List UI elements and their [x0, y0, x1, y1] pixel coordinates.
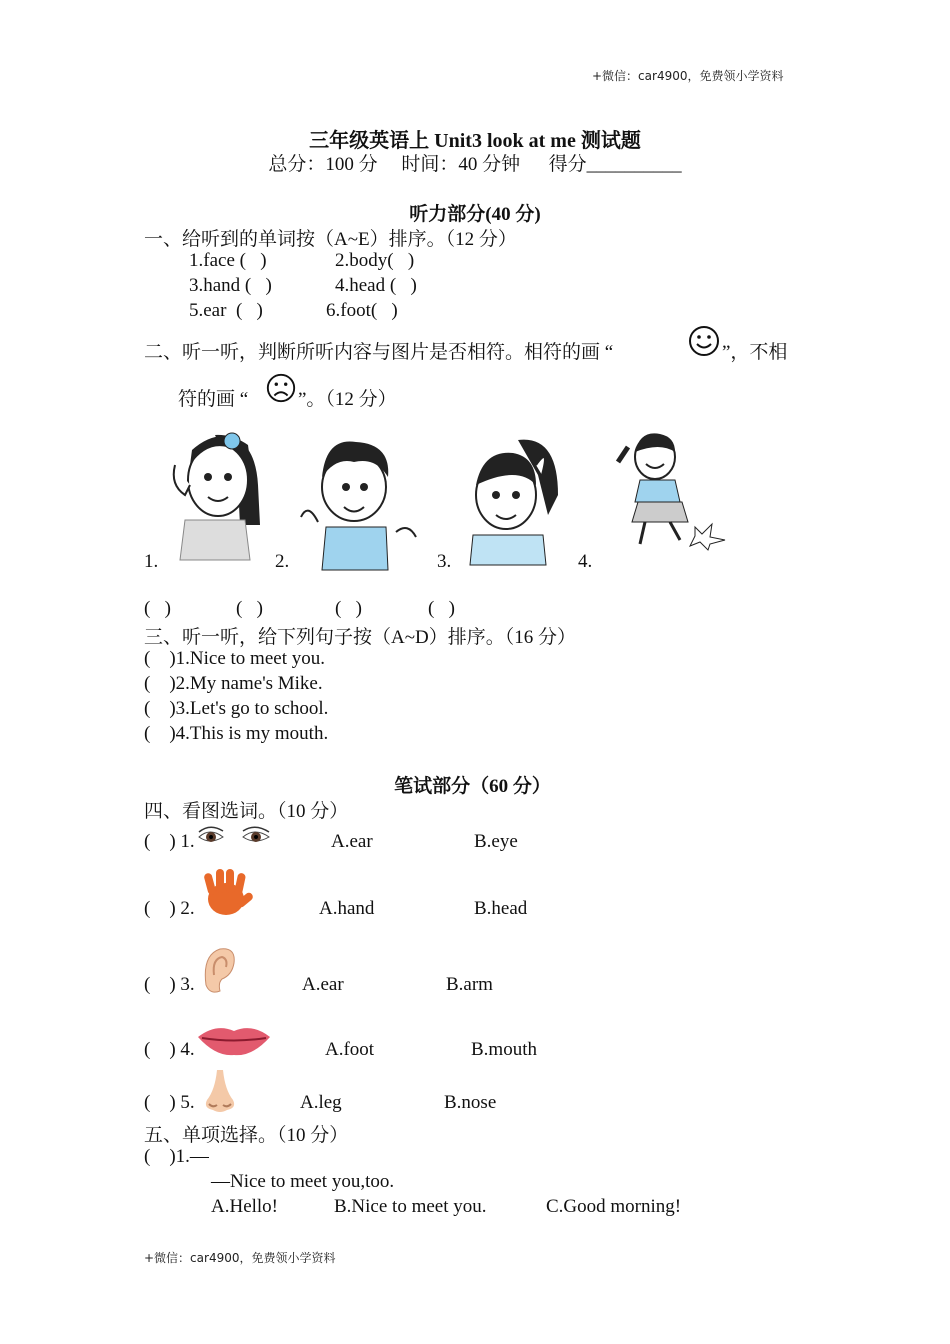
- header-note: +微信：car4900，免费领小学资料: [592, 69, 784, 83]
- part4-q1-option-b: B.eye: [474, 831, 518, 852]
- part1-instruction: 一、给听到的单词按（A~E）排序。（12 分）: [144, 229, 517, 250]
- part2-instruction-text-b: ”，不相: [722, 342, 788, 363]
- part4-q2-option-a: A.hand: [319, 898, 375, 919]
- nose-icon: [199, 1068, 241, 1114]
- picture-answer-blank-4[interactable]: ( ): [428, 598, 455, 619]
- part4-q4-option-a: A.foot: [325, 1039, 375, 1060]
- part4-instruction: 四、看图选词。（10 分）: [144, 801, 349, 822]
- part1-item-4: 4.head ( ): [335, 275, 417, 296]
- part1-item-6: 6.foot( ): [326, 300, 398, 321]
- smiley-icon: [687, 324, 721, 358]
- part4-q2-prefix: ( ) 2.: [144, 898, 195, 919]
- part2-instruction-line1: [144, 337, 613, 364]
- part3-item-3: ( )3.Let's go to school.: [144, 698, 329, 719]
- picture-answer-blank-1[interactable]: ( ): [144, 598, 171, 619]
- frown-icon: [265, 372, 297, 404]
- picture-number-3: 3.: [437, 551, 452, 572]
- part4-q3-option-a: A.ear: [302, 974, 344, 995]
- hand-icon: [196, 867, 256, 919]
- part4-q3-prefix: ( ) 3.: [144, 974, 195, 995]
- part3-item-2: ( )2.My name's Mike.: [144, 673, 323, 694]
- part1-item-1: 1.face ( ): [189, 250, 267, 271]
- eyes-icon: [197, 825, 273, 849]
- part4-q1-option-a: A.ear: [331, 831, 373, 852]
- boy-with-hands-picture: [296, 432, 424, 572]
- picture-number-2: 2.: [275, 551, 290, 572]
- page-title: 三年级英语上 Unit3 look at me 测试题: [309, 130, 641, 152]
- part1-item-3: 3.hand ( ): [189, 275, 272, 296]
- writing-heading: 笔试部分（60 分）: [394, 776, 551, 797]
- part2-instruction-text-c: 符的画 “: [178, 389, 249, 410]
- part4-q5-prefix: ( ) 5.: [144, 1092, 195, 1113]
- girl-touching-head-picture: [458, 435, 566, 567]
- part4-q2-option-b: B.head: [474, 898, 528, 919]
- footer-note: +微信：car4900，免费领小学资料: [144, 1251, 336, 1265]
- part4-q4-option-b: B.mouth: [471, 1039, 537, 1060]
- picture-number-1: 1.: [144, 551, 159, 572]
- part3-item-1: ( )1.Nice to meet you.: [144, 648, 325, 669]
- picture-number-4: 4.: [578, 551, 593, 572]
- part5-q1-option-c: C.Good morning!: [546, 1196, 682, 1217]
- picture-answer-blank-2[interactable]: ( ): [236, 598, 263, 619]
- part4-q4-prefix: ( ) 4.: [144, 1039, 195, 1060]
- part4-q5-option-a: A.leg: [300, 1092, 342, 1113]
- part4-q5-option-b: B.nose: [444, 1092, 497, 1113]
- part2-instruction-text-d: ”。（12 分）: [298, 389, 397, 410]
- part5-q1-line1: ( )1.—: [144, 1146, 209, 1167]
- part1-item-5: 5.ear ( ): [189, 300, 263, 321]
- part3-instruction: 三、听一听，给下列句子按（A~D）排序。（16 分）: [144, 627, 576, 648]
- listening-heading: 听力部分(40 分): [409, 204, 541, 225]
- part5-q1-option-b: B.Nice to meet you.: [334, 1196, 487, 1217]
- picture-answer-blank-3[interactable]: ( ): [335, 598, 362, 619]
- part5-q1-option-a: A.Hello!: [211, 1196, 279, 1217]
- part2-instruction-text-a: 二、听一听，判断所听内容与图片是否相符。相符的画 “: [144, 342, 614, 363]
- ear-icon: [198, 945, 238, 995]
- part5-instruction: 五、单项选择。（10 分）: [144, 1125, 349, 1146]
- part4-q1-prefix: ( ) 1.: [144, 831, 195, 852]
- part3-item-4: ( )4.This is my mouth.: [144, 723, 329, 744]
- part1-item-2: 2.body( ): [335, 250, 415, 271]
- girl-touching-face-picture: [160, 425, 265, 565]
- part4-q3-option-b: B.arm: [446, 974, 493, 995]
- girl-hurt-foot-picture: [600, 422, 740, 552]
- part5-q1-line2: —Nice to meet you,too.: [211, 1171, 395, 1192]
- score-line: 总分：100 分 时间：40 分钟 得分__________: [268, 154, 682, 175]
- mouth-icon: [196, 1021, 272, 1059]
